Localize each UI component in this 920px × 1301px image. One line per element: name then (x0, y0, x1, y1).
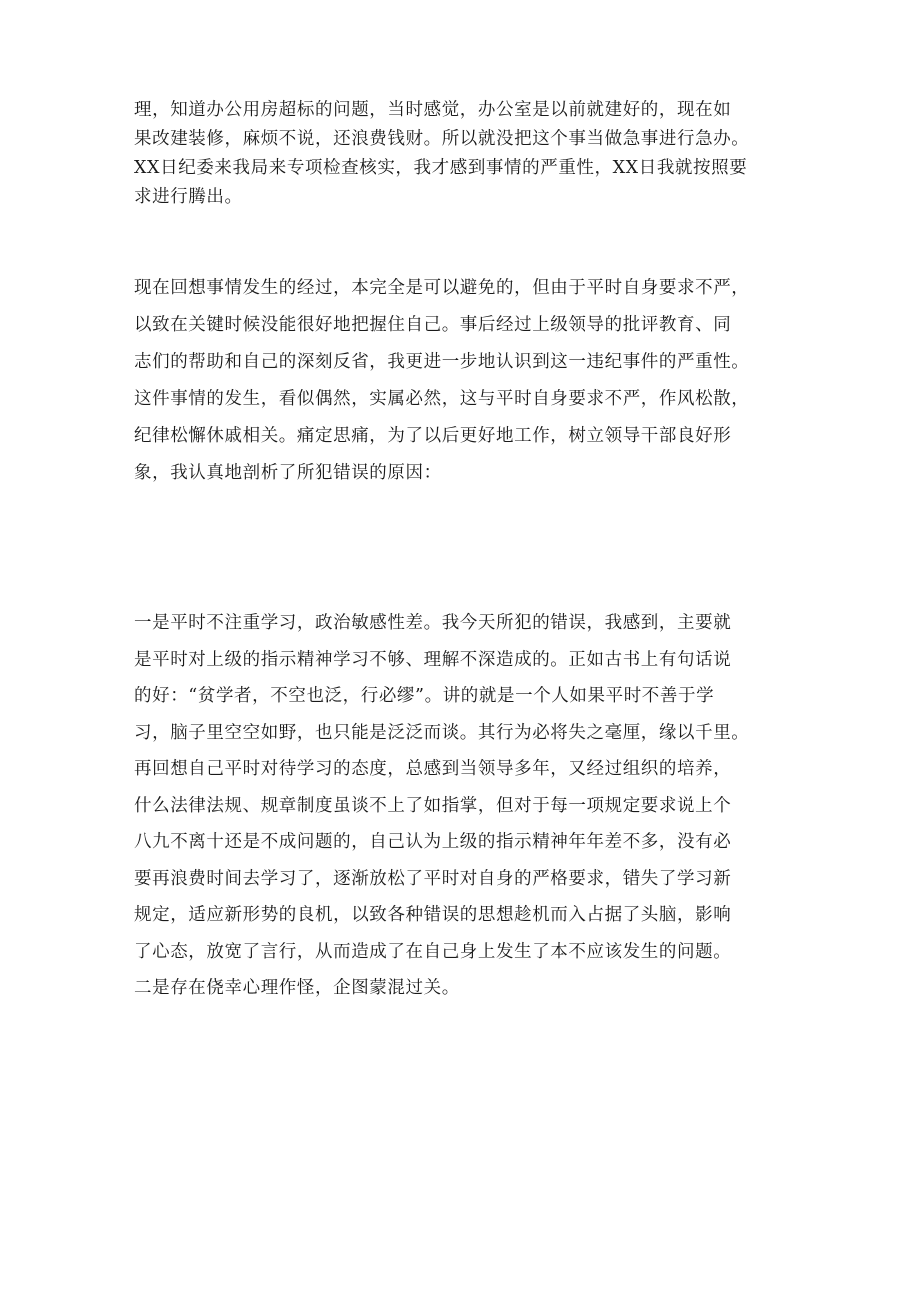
text-line: 二是存在侥幸心理作怪，企图蒙混过关。 (134, 978, 460, 998)
text-line: 求进行腾出。 (134, 187, 243, 207)
text-line: 以致在关键时候没能很好地把握住自己。事后经过上级领导的批评教育、同 (134, 315, 732, 335)
text-line: 要再浪费时间去学习了，逐渐放松了平时对自身的严格要求，错失了学习新 (134, 868, 732, 889)
text-line: 的好：“贫学者，不空也泛，行必缪”。讲的就是一个人如果平时不善于学 (134, 686, 715, 706)
text-line: 习，脑子里空空如野，也只能是泛泛而谈。其行为必将失之毫厘，缘以千里。 (134, 722, 750, 743)
text-line: XX日纪委来我局来专项检查核实，我才感到事情的严重性，XX日我就按照要 (134, 158, 748, 178)
paragraph-2 (134, 270, 796, 492)
text-line: 规定，适应新形势的良机，以致各种错误的思想趁机而入占据了头脑，影响 (134, 905, 732, 925)
text-line: 理，知道办公用房超标的问题，当时感觉，办公室是以前就建好的，现在如 (134, 100, 732, 120)
text-line: 八九不离十还是不成问题的，自己认为上级的指示精神年年差不多，没有必 (134, 832, 732, 852)
text-line: 是平时对上级的指示精神学习不够、理解不深造成的。正如古书上有句话说 (134, 649, 732, 670)
paragraph-1 (134, 96, 796, 212)
text-line: 什么法律法规、规章制度虽谈不上了如指掌，但对于每一项规定要求说上个 (134, 795, 732, 816)
text-line: 一是平时不注重学习，政治敏感性差。我今天所犯的错误，我感到，主要就 (134, 613, 732, 633)
text-line: 志们的帮助和自己的深刻反省，我更进一步地认识到这一违纪事件的严重性。 (134, 352, 750, 372)
text-line: 果改建装修，麻烦不说，还浪费钱财。所以就没把这个事当做急事进行急办。 (134, 129, 750, 149)
text-line: 现在回想事情发生的经过，本完全是可以避免的，但由于平时自身要求不严， (134, 278, 750, 298)
text-line: 了心态，放宽了言行，从而造成了在自己身上发生了本不应该发生的问题。 (134, 941, 732, 962)
text-line: 再回想自己平时对待学习的态度，总感到当领导多年，又经过组织的培养， (134, 759, 732, 779)
paragraph-3 (134, 605, 796, 1007)
text-line: 这件事情的发生，看似偶然，实属必然，这与平时自身要求不严，作风松散， (134, 389, 750, 409)
text-line: 象，我认真地剖析了所犯错误的原因： (134, 463, 442, 483)
text-line: 纪律松懈休戚相关。痛定思痛，为了以后更好地工作，树立领导干部良好形 (134, 426, 732, 446)
